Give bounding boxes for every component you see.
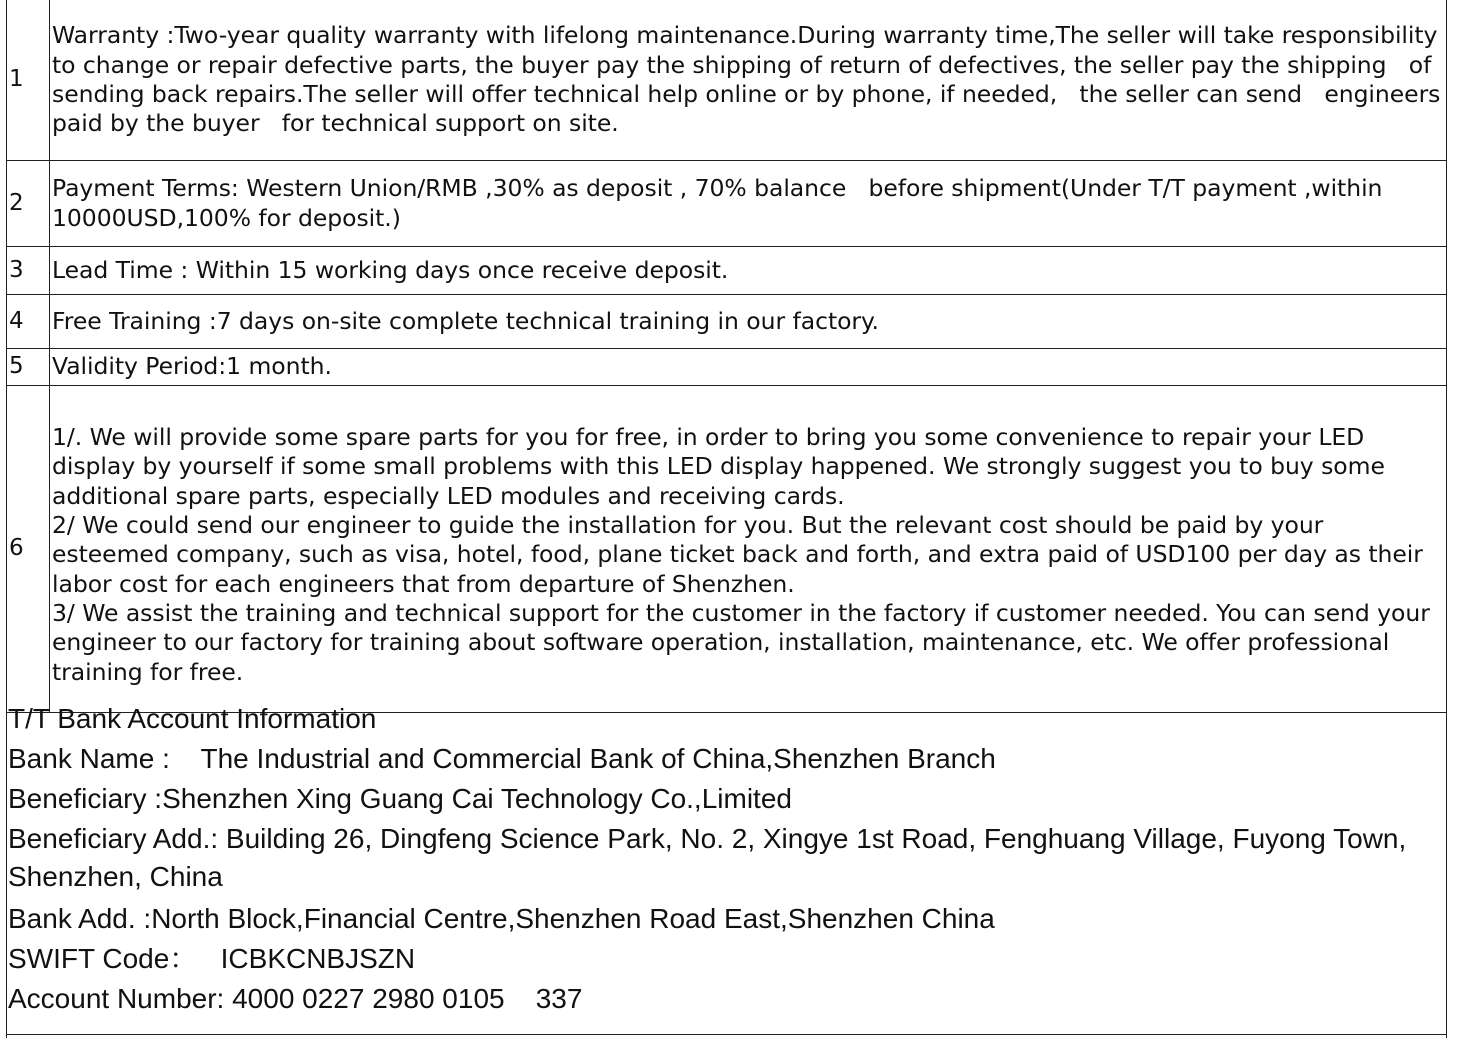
- term-row-service: [7, 386, 1447, 713]
- swift-code: SWIFT Code： ICBKCNBJSZN: [8, 943, 416, 974]
- term-number: 4: [7, 295, 50, 349]
- account-number: Account Number: 4000 0227 2980 0105 337: [8, 983, 583, 1014]
- term-text-service: 1/. We will provide some spare parts for you for free, in order to bring you some convenience to repair your LED display by yourself if some small problems with this LED display happened. We strongly suggest you to buy some additional spare parts, especially LED modules and receiving cards. 2/ We could send our engineer to guide the installation for you. But the relevant cost should be paid by your esteemed company, such as visa, hotel, food, plane ticket back and forth, and extra paid of USD100 per day as their labor cost for each engineers that from departure of Shenzhen. 3/ We assist the training and technical support for the customer in the factory if customer needed. You can send your engineer to our factory for training about software operation, installation, maintenance, etc. We offer professional training for free.: [50, 386, 1447, 713]
- term-row-payment: [7, 161, 1447, 247]
- term-number: 2: [7, 161, 50, 247]
- term-text-lead-time: Lead Time : Within 15 working days once receive deposit.: [50, 247, 1447, 295]
- term-number: 3: [7, 247, 50, 295]
- term-text-validity: Validity Period:1 month.: [50, 349, 1447, 386]
- term-row-validity: [7, 349, 1447, 386]
- term-number: 1: [7, 0, 50, 161]
- terms-table: [6, 0, 1447, 713]
- beneficiary: Beneficiary :Shenzhen Xing Guang Cai Technology Co.,Limited: [8, 783, 792, 814]
- bank-heading: T/T Bank Account Information: [8, 703, 377, 734]
- term-number: 6: [7, 386, 50, 713]
- bank-address: Bank Add. :North Block,Financial Centre,Shenzhen Road East,Shenzhen China: [8, 903, 995, 934]
- term-number: 5: [7, 349, 50, 386]
- term-text-payment: Payment Terms: Western Union/RMB ,30% as deposit , 70% balance before shipment(Under T/T payment ,within 10000USD,100% for deposit.): [50, 161, 1447, 247]
- beneficiary-address: Beneficiary Add.: Building 26, Dingfeng Science Park, No. 2, Xingye 1st Road, Fenghuang Village, Fuyong Town, Shenzhen, China: [8, 823, 1415, 892]
- term-row-training: [7, 295, 1447, 349]
- bank-account-section: [8, 700, 1445, 1020]
- term-row-lead-time: [7, 247, 1447, 295]
- term-text-warranty: Warranty :Two-year quality warranty with lifelong maintenance.During warranty time,The seller will take responsibility to change or repair defective parts, the buyer pay the shipping of return of defectives, the seller pay the shipping of sending back repairs.The seller will offer technical help online or by phone, if needed, the seller can send engineers paid by the buyer for technical support on site.: [50, 0, 1447, 161]
- bottom-border: [6, 1034, 1447, 1035]
- term-row-warranty: [7, 0, 1447, 161]
- bank-name: Bank Name : The Industrial and Commercial Bank of China,Shenzhen Branch: [8, 743, 996, 774]
- term-text-training: Free Training :7 days on-site complete technical training in our factory.: [50, 295, 1447, 349]
